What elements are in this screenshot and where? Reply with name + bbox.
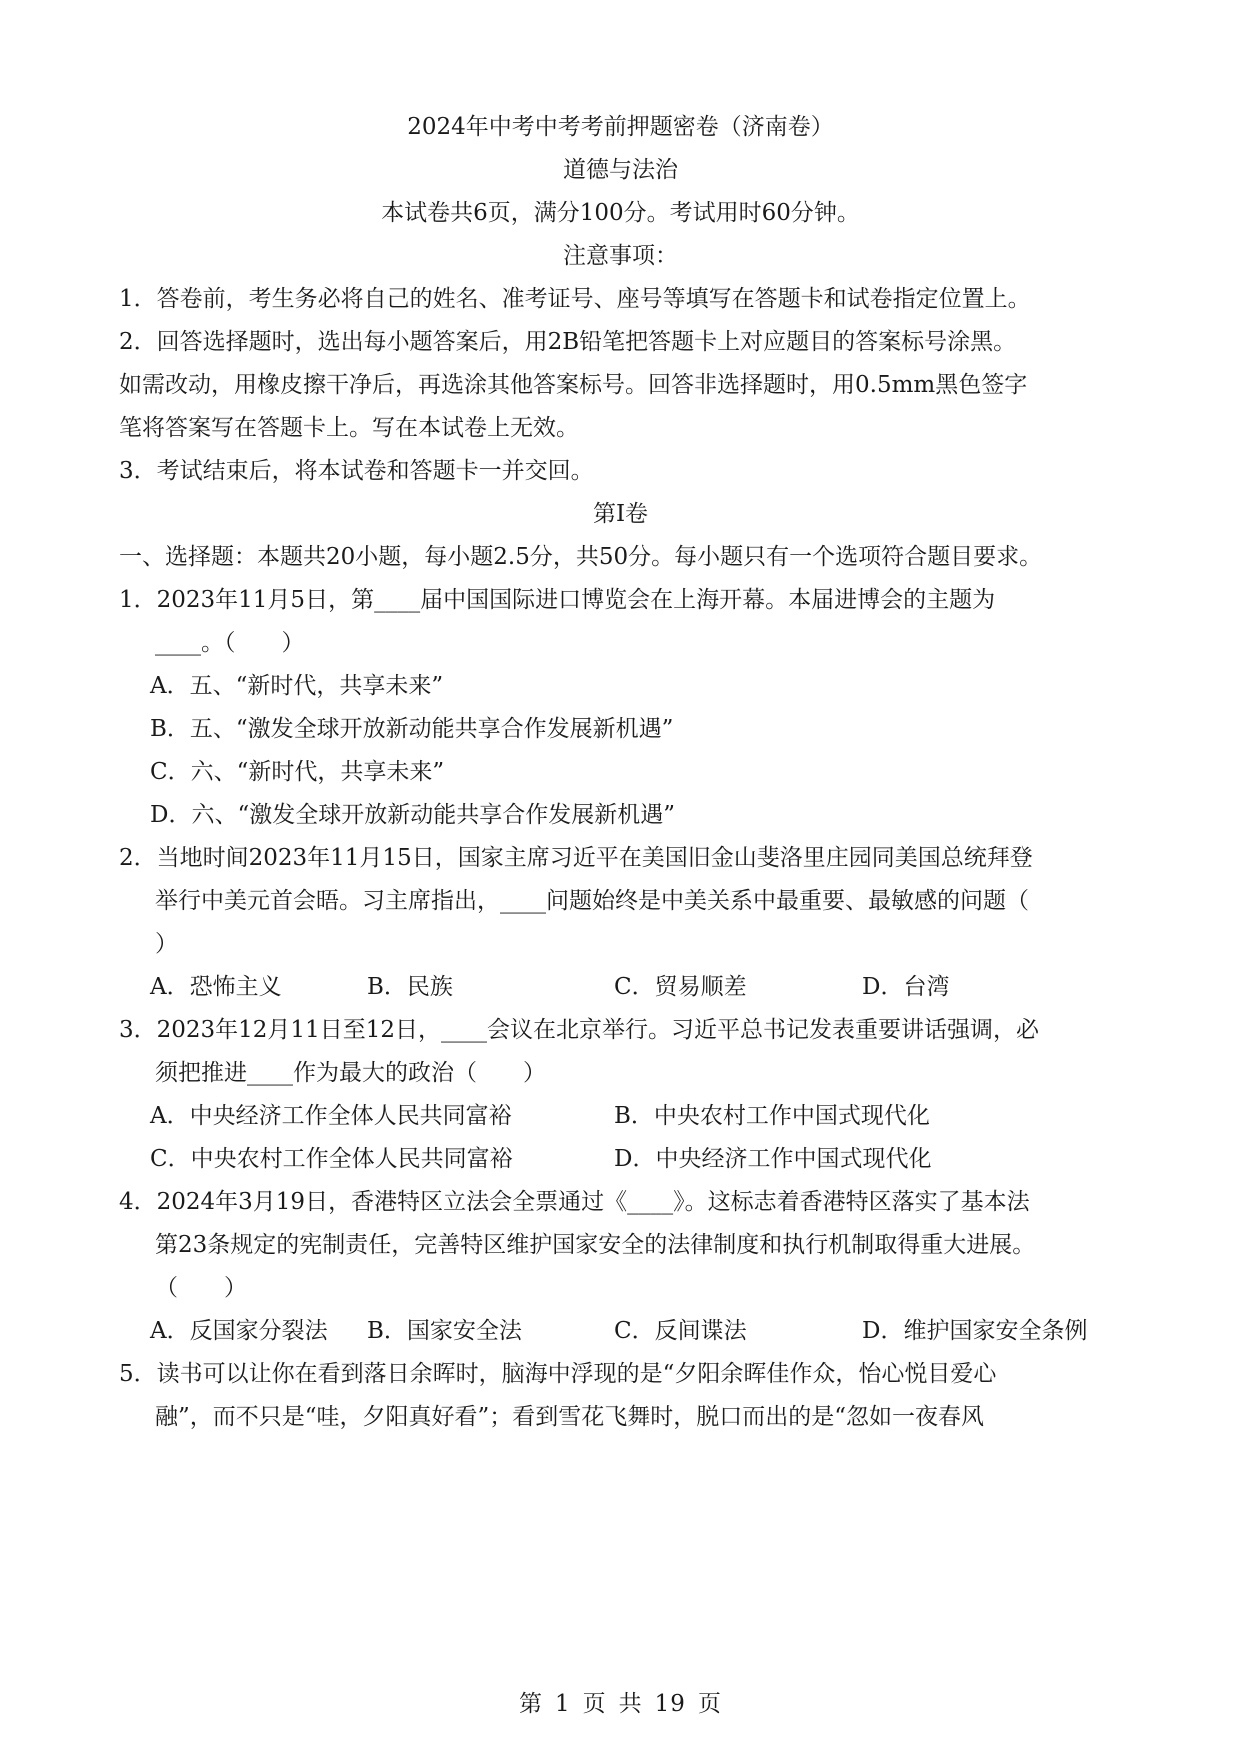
footer-ye: 页: [582, 1691, 607, 1717]
notice-line: 笔将答案写在答题卡上。写在本试卷上无效。: [119, 415, 579, 441]
footer-di: 第: [519, 1691, 544, 1717]
question-stem: 2．当地时间2023年11月15日，国家主席习近平在美国旧金山斐洛里庄园同美国总统拜登: [119, 845, 1033, 871]
notice-line: 如需改动，用橡皮擦干净后，再选涂其他答案标号。回答非选择题时，用0.5mm黑色签字: [119, 372, 1028, 398]
page-number: 1: [555, 1691, 571, 1717]
option-c: C．反间谍法: [614, 1318, 747, 1344]
option-a: A．中央经济工作全体人民共同富裕: [150, 1103, 512, 1129]
page-footer: [0, 1689, 1241, 1719]
option-c: C．贸易顺差: [614, 974, 747, 1000]
exam-title: 2024年中考中考考前押题密卷（济南卷）: [407, 114, 834, 140]
question-stem: ____。（ ）: [155, 630, 305, 656]
question-stem: 第23条规定的宪制责任，完善特区维护国家安全的法律制度和执行机制取得重大进展。: [155, 1232, 1036, 1258]
option-b: B．五、“激发全球开放新动能共享合作发展新机遇”: [150, 716, 674, 742]
question-stem: 举行中美元首会晤。习主席指出，____问题始终是中美关系中最重要、最敏感的问题（: [155, 888, 1029, 914]
footer-gong: 共: [618, 1691, 643, 1717]
question-stem: 4．2024年3月19日，香港特区立法会全票通过《____》。这标志着香港特区落实了基本法: [119, 1189, 1030, 1215]
option-d: D．维护国家安全条例: [862, 1318, 1088, 1344]
option-d: D．台湾: [862, 974, 950, 1000]
question-stem: 1．2023年11月5日，第____届中国国际进口博览会在上海开幕。本届进博会的主题为: [119, 587, 996, 613]
notice-line: 2．回答选择题时，选出每小题答案后，用2B铅笔把答题卡上对应题目的答案标号涂黑。: [119, 329, 1017, 355]
question-stem: 须把推进____作为最大的政治（ ）: [155, 1060, 546, 1086]
question-stem: 5．读书可以让你在看到落日余晖时，脑海中浮现的是“夕阳余晖佳作众，怡心悦目爱心: [119, 1361, 997, 1387]
part-heading: 一、选择题：本题共20小题，每小题2.5分，共50分。每小题只有一个选项符合题目要求。: [119, 544, 1043, 570]
question-stem: 3．2023年12月11日至12日，____会议在北京举行。习近平总书记发表重要讲话强调，必: [119, 1017, 1039, 1043]
option-a: A．五、“新时代，共享未来”: [150, 673, 444, 699]
volume-title: 第Ⅰ卷: [592, 501, 649, 527]
question-stem: 融”，而不只是“哇，夕阳真好看”；看到雪花飞舞时，脱口而出的是“忽如一夜春风: [155, 1404, 985, 1430]
footer-ye: 页: [697, 1691, 722, 1717]
question-stem: （ ）: [155, 1275, 247, 1301]
option-c: C．六、“新时代，共享未来”: [150, 759, 445, 785]
option-b: B．民族: [367, 974, 453, 1000]
notice-title: 注意事项：: [563, 243, 678, 269]
option-d: D．六、“激发全球开放新动能共享合作发展新机遇”: [150, 802, 675, 828]
notice-line: 1．答卷前，考生务必将自己的姓名、准考证号、座号等填写在答题卡和试卷指定位置上。: [119, 286, 1031, 312]
option-b: B．中央农村工作中国式现代化: [614, 1103, 930, 1129]
option-b: B．国家安全法: [367, 1318, 522, 1344]
option-d: D．中央经济工作中国式现代化: [614, 1146, 932, 1172]
question-stem: ）: [155, 931, 178, 957]
option-c: C．中央农村工作全体人民共同富裕: [150, 1146, 513, 1172]
subject-title: 道德与法治: [563, 157, 678, 183]
option-a: A．反国家分裂法: [150, 1318, 328, 1344]
page-total: 19: [654, 1691, 686, 1717]
notice-line: 3．考试结束后，将本试卷和答题卡一并交回。: [119, 458, 594, 484]
option-a: A．恐怖主义: [150, 974, 282, 1000]
exam-info: 本试卷共6页，满分100分。考试用时60分钟。: [381, 200, 860, 226]
